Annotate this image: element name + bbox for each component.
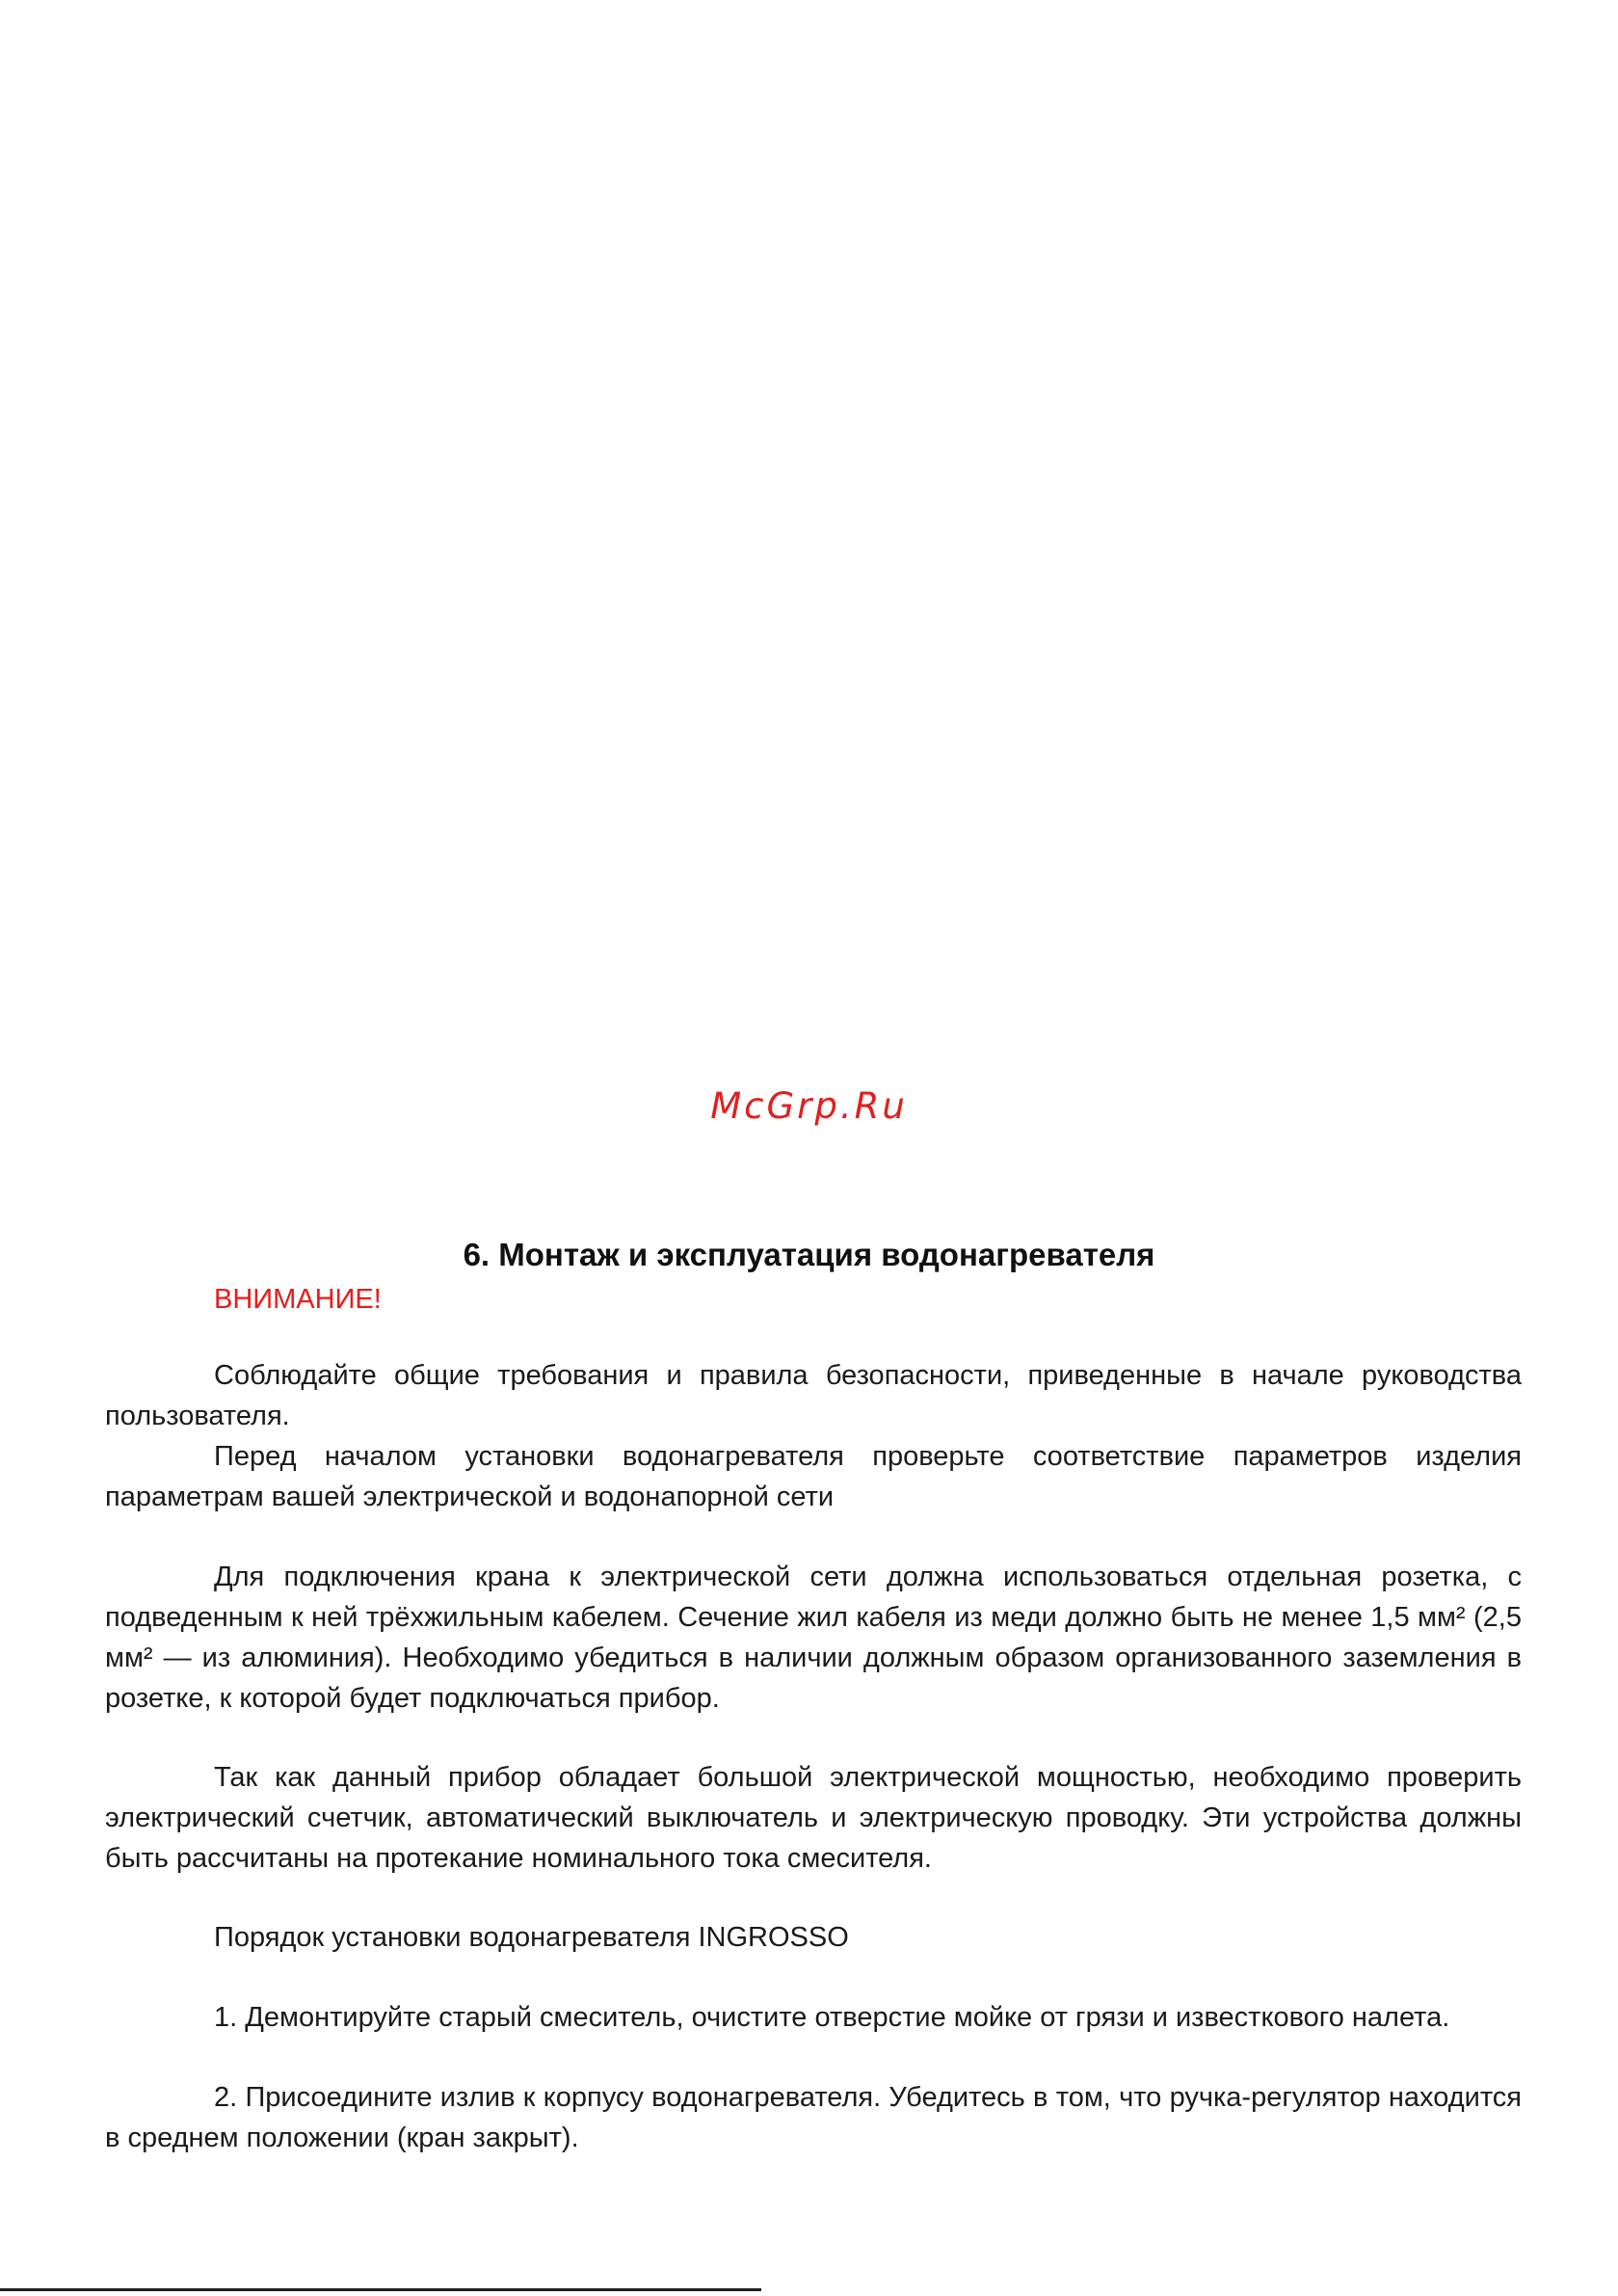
paragraph-text: 2. Присоедините излив к корпусу водонагревателя. Убедитесь в том, что ручка-регулятор находится в среднем положении (кран закрыт). [105, 2082, 1522, 2153]
paragraph-text: Перед началом установки водонагревателя проверьте соответствие параметров изделия параметрам вашей электрической и водонапорной сети [105, 1441, 1522, 1512]
section-heading: 6. Монтаж и эксплуатация водонагревателя [463, 1237, 1155, 1272]
paragraph-parameters [105, 1436, 1522, 1517]
installation-order-heading: Порядок установки водонагревателя INGROSSO [214, 1922, 849, 1953]
page-bottom-rule [0, 2288, 761, 2291]
watermark: McGrp.Ru [710, 1085, 908, 1127]
paragraph-safety [105, 1355, 1522, 1436]
warning-label: ВНИМАНИЕ! [214, 1284, 382, 1315]
paragraph-electrical [105, 1557, 1522, 1719]
paragraph-text: Так как данный прибор обладает большой электрической мощностью, необходимо проверить электрический счетчик, автоматический выключатель и электрическую проводку. Эти устройства должны быть рассчитаны на протекание номинального тока смесителя. [105, 1762, 1522, 1874]
step-1: 1. Демонтируйте старый смеситель, очистите отверстие мойке от грязи и известкового налета. [214, 2002, 1450, 2033]
paragraph-text: Для подключения крана к электрической сети должна использоваться отдельная розетка, с подведенным к ней трёхжильным кабелем. Сечение жил кабеля из меди должно быть не менее 1,5 мм² (2,5 мм² — из алюминия). Необходимо убедиться в наличии должным образом организованного заземления в розетке, к которой будет подключаться прибор. [105, 1562, 1522, 1714]
step-2 [105, 2077, 1522, 2158]
paragraph-text: Соблюдайте общие требования и правила безопасности, приведенные в начале руководства пользователя. [105, 1360, 1522, 1431]
paragraph-power [105, 1757, 1522, 1879]
